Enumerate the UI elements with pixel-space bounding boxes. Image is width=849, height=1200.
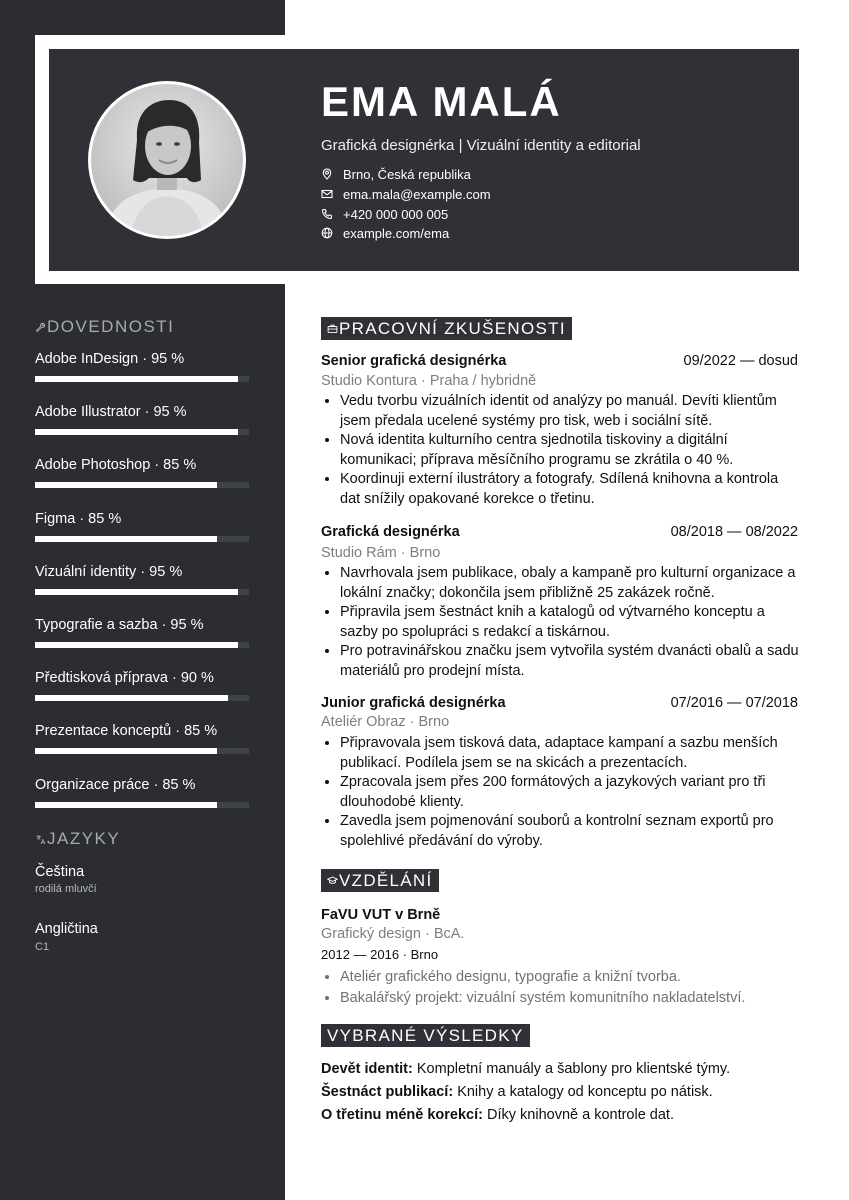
job-bullet: • Vedu tvorbu vizuálních identit od analýzy po manuál. Devíti klientům jsem předala ucelené systémy pro tisk, web i sociální sítě. [340, 392, 799, 431]
phone-icon [321, 208, 333, 220]
skill-label: Předtisková příprava · 90 % [35, 670, 214, 686]
skill-label: Prezentace konceptů · 85 % [35, 723, 218, 739]
language-name: Angličtina [35, 921, 98, 937]
education-bullet: • Ateliér grafického designu, typografie a knižní tvorba. [340, 967, 799, 988]
skills-heading-text: DOVEDNOSTI [47, 317, 175, 336]
language-name: Čeština [35, 864, 85, 880]
job-bullet: • Koordinuji externí ilustrátory a fotografy. Sdílená knihovna a kontrola dat snížily opakované korekce o třetinu. [340, 470, 799, 509]
language-level: rodilá mluvčí [35, 883, 97, 895]
job-organization: Studio Rám · Brno [321, 545, 441, 561]
job-organization: Ateliér Obraz · Brno [321, 714, 450, 730]
globe-icon [321, 227, 333, 239]
achievement-title: Šestnáct publikací: [321, 1084, 454, 1100]
achievement-text: Knihy a katalogy od konceptu po nátisk. [457, 1084, 713, 1100]
contact-email-text[interactable]: ema.mala@example.com [343, 186, 491, 202]
experience-heading-text: PRACOVNÍ ZKUŠENOSTI [339, 318, 566, 338]
contact-location [321, 165, 471, 183]
job-dates: 07/2016 — 07/2018 [670, 695, 798, 711]
job-bullet: • Připravila jsem šestnáct knih a katalogů od výtvarného konceptu a sazby po spolupráci s redakcí a tiskárnou. [340, 603, 799, 642]
achievement-title: O třetinu méně korekcí: [321, 1107, 483, 1123]
achievements-heading-text: VYBRANÉ VÝSLEDKY [327, 1025, 524, 1045]
skill-level-track [35, 748, 249, 754]
skill-level-bar [35, 536, 217, 542]
job-bullet: • Připravovala jsem tisková data, adaptace kampaní a sazbu menších publikací. Podílela jsem se na skicách a prezentacích. [340, 734, 799, 773]
experience-heading [321, 317, 572, 340]
skill-label: Organizace práce · 85 % [35, 777, 196, 793]
contact-email[interactable] [321, 185, 491, 203]
graduation-cap-icon [327, 875, 338, 886]
job-title: Junior grafická designérka [321, 695, 506, 711]
contact-phone-text[interactable]: +420 000 000 005 [343, 206, 449, 222]
education-bullet: • Bakalářský projekt: vizuální systém komunitního nakladatelství. [340, 988, 799, 1009]
wrench-icon [35, 322, 46, 333]
achievements-heading [321, 1024, 530, 1047]
job-bullet: • Pro potravinářskou značku jsem vytvořila systém dvanácti obalů a sadu materiálů pro prodejní místa. [340, 642, 799, 681]
language-level: C1 [35, 941, 50, 953]
location-pin-icon [321, 168, 333, 180]
skill-label: Vizuální identity · 95 % [35, 564, 183, 580]
contact-phone[interactable] [321, 205, 448, 223]
job-bullet: • Zpracovala jsem přes 200 formátových a jazykových variant pro tři dlouhodobé klienty. [340, 773, 799, 812]
skill-level-bar [35, 748, 217, 754]
education-heading-text: VZDĚLÁNÍ [339, 870, 433, 890]
skill-level-bar [35, 695, 228, 701]
skill-level-track [35, 536, 249, 542]
job-bullet: • Nová identita kulturního centra sjednotila tiskoviny a digitální komunikaci; příprava měsíčního programu se zkrátila o 40 %. [340, 431, 799, 470]
skill-level-track [35, 589, 249, 595]
profile-photo [88, 81, 246, 239]
job-bullets [321, 564, 799, 682]
envelope-icon [321, 188, 333, 200]
achievement-item [321, 1084, 713, 1100]
skill-level-bar [35, 589, 238, 595]
skill-level-track [35, 802, 249, 808]
job-bullet: • Zavedla jsem pojmenování souborů a kontrolní seznam exportů pro spolehlivé předávání do výroby. [340, 812, 799, 851]
skill-level-track [35, 429, 249, 435]
job-title: Grafická designérka [321, 524, 460, 540]
job-bullets [321, 734, 799, 852]
skill-label: Typografie a sazba · 95 % [35, 617, 204, 633]
translate-icon [35, 834, 46, 845]
skills-heading [35, 317, 174, 337]
briefcase-icon [327, 323, 338, 334]
skill-level-bar [35, 482, 217, 488]
job-bullets [321, 392, 799, 510]
job-title: Senior grafická designérka [321, 353, 507, 369]
education-heading [321, 869, 439, 892]
skill-level-track [35, 642, 249, 648]
education-degree: Grafický design · BcA. [321, 926, 465, 942]
achievement-item [321, 1107, 674, 1123]
skill-label: Figma · 85 % [35, 511, 122, 527]
achievement-text: Díky knihovně a kontrole dat. [487, 1107, 674, 1123]
job-dates: 09/2022 — dosud [683, 353, 798, 369]
skill-level-track [35, 695, 249, 701]
skill-label: Adobe Photoshop · 85 % [35, 457, 197, 473]
contact-website-text[interactable]: example.com/ema [343, 225, 450, 241]
candidate-name: EMA MALÁ [321, 78, 562, 125]
skill-label: Adobe Illustrator · 95 % [35, 404, 187, 420]
achievement-title: Devět identit: [321, 1061, 413, 1077]
education-school: FaVU VUT v Brně [321, 907, 441, 923]
professional-headline: Grafická designérka | Vizuální identity a editorial [321, 137, 641, 154]
contact-website[interactable] [321, 224, 449, 242]
achievement-item [321, 1061, 730, 1077]
achievement-text: Kompletní manuály a šablony pro klientské týmy. [416, 1061, 731, 1077]
skill-level-track [35, 482, 249, 488]
education-bullets [321, 967, 799, 1008]
skill-level-bar [35, 429, 238, 435]
job-bullet: • Navrhovala jsem publikace, obaly a kampaně pro kulturní organizace a lokální značky; dokončila jsem přibližně 25 zakázek ročně. [340, 564, 799, 603]
skill-level-track [35, 376, 249, 382]
skill-level-bar [35, 802, 217, 808]
job-organization: Studio Kontura · Praha / hybridně [321, 373, 537, 389]
portrait-image [91, 84, 243, 236]
languages-heading-text: JAZYKY [47, 829, 121, 848]
skill-label: Adobe InDesign · 95 % [35, 351, 185, 367]
education-years: 2012 — 2016 · Brno [321, 947, 439, 962]
skill-level-bar [35, 642, 238, 648]
skill-level-bar [35, 376, 238, 382]
contact-location-text: Brno, Česká republika [343, 166, 471, 182]
languages-heading [35, 829, 120, 849]
job-dates: 08/2018 — 08/2022 [670, 524, 798, 540]
